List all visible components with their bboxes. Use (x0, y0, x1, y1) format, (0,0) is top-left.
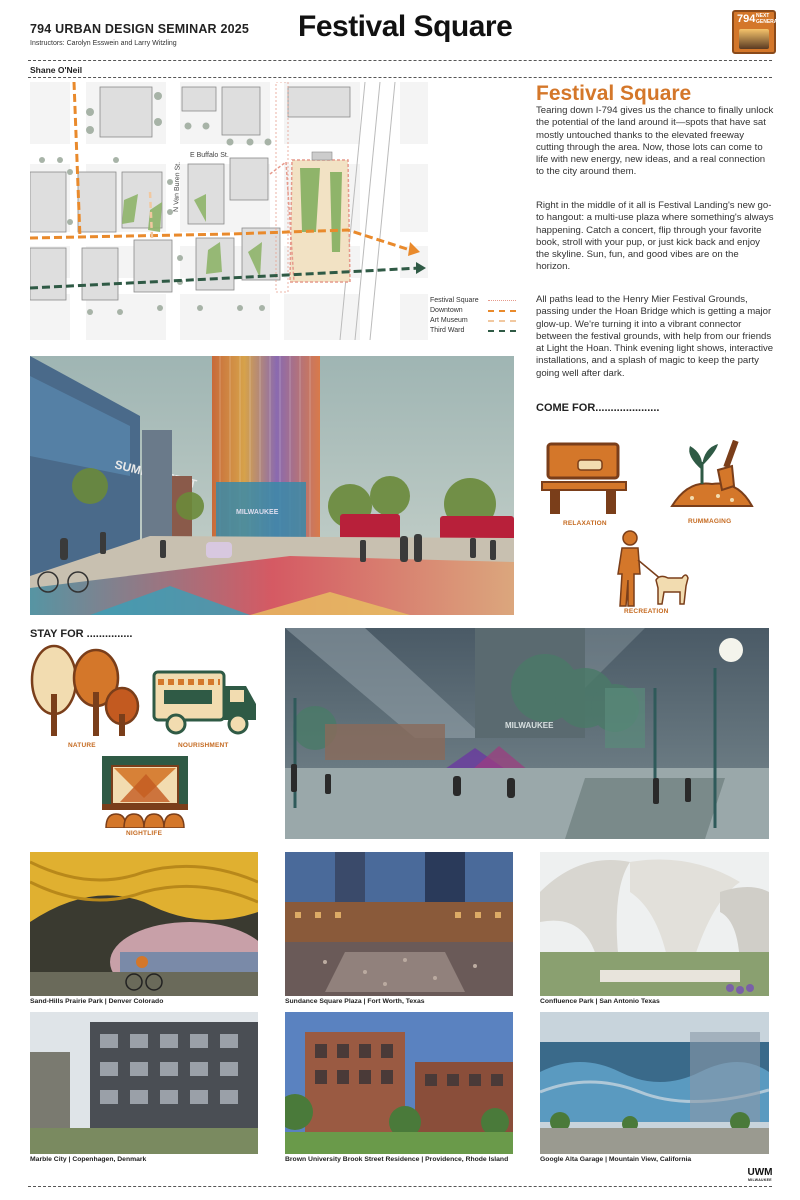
food-truck-icon (152, 668, 260, 738)
night-rendering (285, 628, 769, 839)
footer-divider (28, 1186, 772, 1187)
photo-brown-university (285, 1012, 513, 1154)
caption-google-alta: Google Alta Garage | Mountain View, California (540, 1156, 692, 1163)
caption-marble-city: Marble City | Copenhagen, Denmark (30, 1156, 147, 1163)
trees-icon (30, 644, 140, 736)
come-for-heading: COME FOR..................... (536, 402, 660, 414)
street-label-buffalo: E Buffalo St. (190, 152, 229, 159)
street-label-van-buren: N Van Buren St. (173, 161, 182, 213)
header-divider (28, 60, 772, 61)
stay-for-heading: STAY FOR ............... (30, 628, 133, 640)
rummaging-label: RUMMAGING (688, 518, 732, 525)
milwaukee-sign-1: MILWAUKEE (236, 509, 279, 516)
milwaukee-sign-2: MILWAUKEE (505, 721, 554, 730)
photo-sand-hills-prairie-park (30, 852, 258, 996)
night-rendering-image (285, 628, 769, 839)
instructors: Instructors: Carolyn Esswein and Larry Witzling (30, 40, 177, 47)
page-title: Festival Square (298, 10, 513, 43)
nightlife-label: NIGHTLIFE (126, 830, 163, 837)
logo-image (739, 29, 769, 49)
caption-sand-hills: Sand-Hills Prairie Park | Denver Colorado (30, 998, 164, 1005)
seminar-title: 794 URBAN DESIGN SEMINAR 2025 (30, 22, 250, 36)
paragraph-3: All paths lead to the Henry Mier Festival Grounds, passing under the Hoan Bridge which is getting a major glow-up. We're turning it into a vibrant connector between the festival grounds, with help from our friends at Light the Hoan. Think evening light shows, interactive installations, and a splash of magic to keep the party going well after dark. (536, 294, 774, 379)
paragraph-1: Tearing down I-794 gives us the chance to finally unlock the potential of the land around it—spots that have sat mostly untouched thanks to the elevated freeway cutting through the area. Now, those lots can come to life with new energy, new ideas, and a real connection to the city around them. (536, 105, 774, 178)
section-heading: Festival Square (536, 82, 692, 105)
legend-art-museum: Art Museum (430, 316, 520, 326)
author-name: Shane O'Neil (30, 65, 83, 75)
uwm-logo: UWM MILWAUKEE (747, 1167, 773, 1182)
relaxation-label: RELAXATION (563, 520, 607, 527)
legend-downtown: Downtown (430, 306, 520, 316)
paragraph-2: Right in the middle of it all is Festival Landing's new go-to hangout: a multi-use plaza where something's always happening. Catch a concert, flip through your favorite book, stroll with your pup, or just kick back and enjoy the skyline. Sun, fun, and good vibes are on the horizon. (536, 200, 774, 273)
caption-sundance: Sundance Square Plaza | Fort Worth, Texas (285, 998, 425, 1005)
header-divider-2 (28, 77, 772, 78)
next-generation-logo (732, 10, 789, 54)
logo-number: 794 (737, 13, 756, 25)
nourishment-label: NOURISHMENT (178, 742, 229, 749)
dog-walker-icon (610, 530, 690, 608)
street-rendering (30, 356, 514, 615)
recreation-label: RECREATION (624, 608, 669, 615)
photo-confluence-park (540, 852, 769, 996)
nature-label: NATURE (68, 742, 96, 749)
legend-festival-square: Festival Square (430, 296, 520, 306)
photo-google-alta-garage (540, 1012, 769, 1154)
photo-sundance-square (285, 852, 513, 996)
site-map (30, 82, 428, 340)
photo-marble-city (30, 1012, 258, 1154)
legend-third-ward: Third Ward (430, 326, 520, 336)
shovel-plant-icon (668, 440, 756, 516)
caption-brown-university: Brown University Brook Street Residence | Providence, Rhode Island (285, 1156, 509, 1163)
site-map-drawing (30, 82, 428, 340)
logo-text: NEXT GENERATION (756, 13, 789, 25)
caption-confluence: Confluence Park | San Antonio Texas (540, 998, 660, 1005)
bench-icon (538, 438, 630, 520)
stage-icon (100, 754, 190, 828)
street-rendering-image (30, 356, 514, 615)
map-legend (430, 296, 520, 336)
